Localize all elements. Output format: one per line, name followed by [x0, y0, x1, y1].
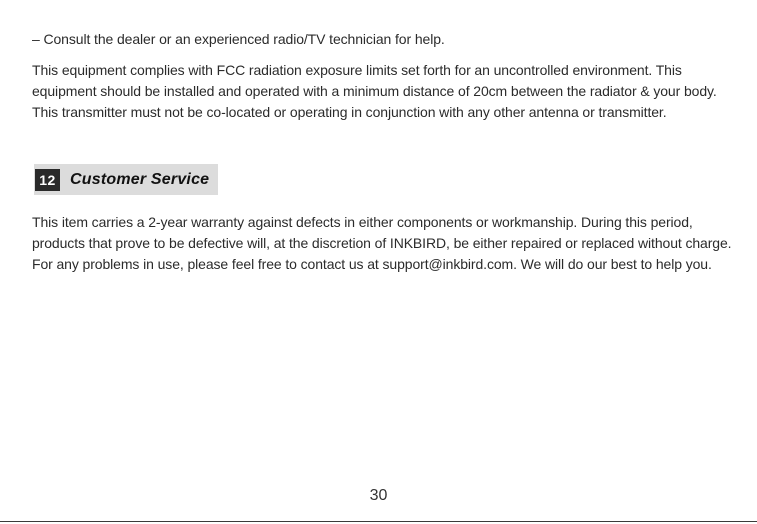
- bottom-divider: [0, 521, 757, 522]
- section-title: Customer Service: [70, 170, 210, 188]
- consult-paragraph: – Consult the dealer or an experienced radio/TV technician for help.: [32, 31, 445, 47]
- warranty-paragraph: This item carries a 2-year warranty against defects in either components or workmanship. During this period, products that prove to be defective will, at the discretion of INKBIRD, be either repaired or replaced without charge. For any problems in use, please feel free to contact us at support@inkbird.com. We will do our best to help you.: [32, 214, 732, 272]
- page-number: 30: [369, 487, 388, 504]
- section-heading: [34, 164, 218, 195]
- fcc-compliance-paragraph: This equipment complies with FCC radiation exposure limits set forth for an uncontrolled environment. This equipment should be installed and operated with a minimum distance of 20cm between the radiator & your body. This transmitter must not be co-located or operating in conjunction with any other antenna or transmitter.: [32, 62, 717, 120]
- section-number-badge: 12: [35, 169, 60, 191]
